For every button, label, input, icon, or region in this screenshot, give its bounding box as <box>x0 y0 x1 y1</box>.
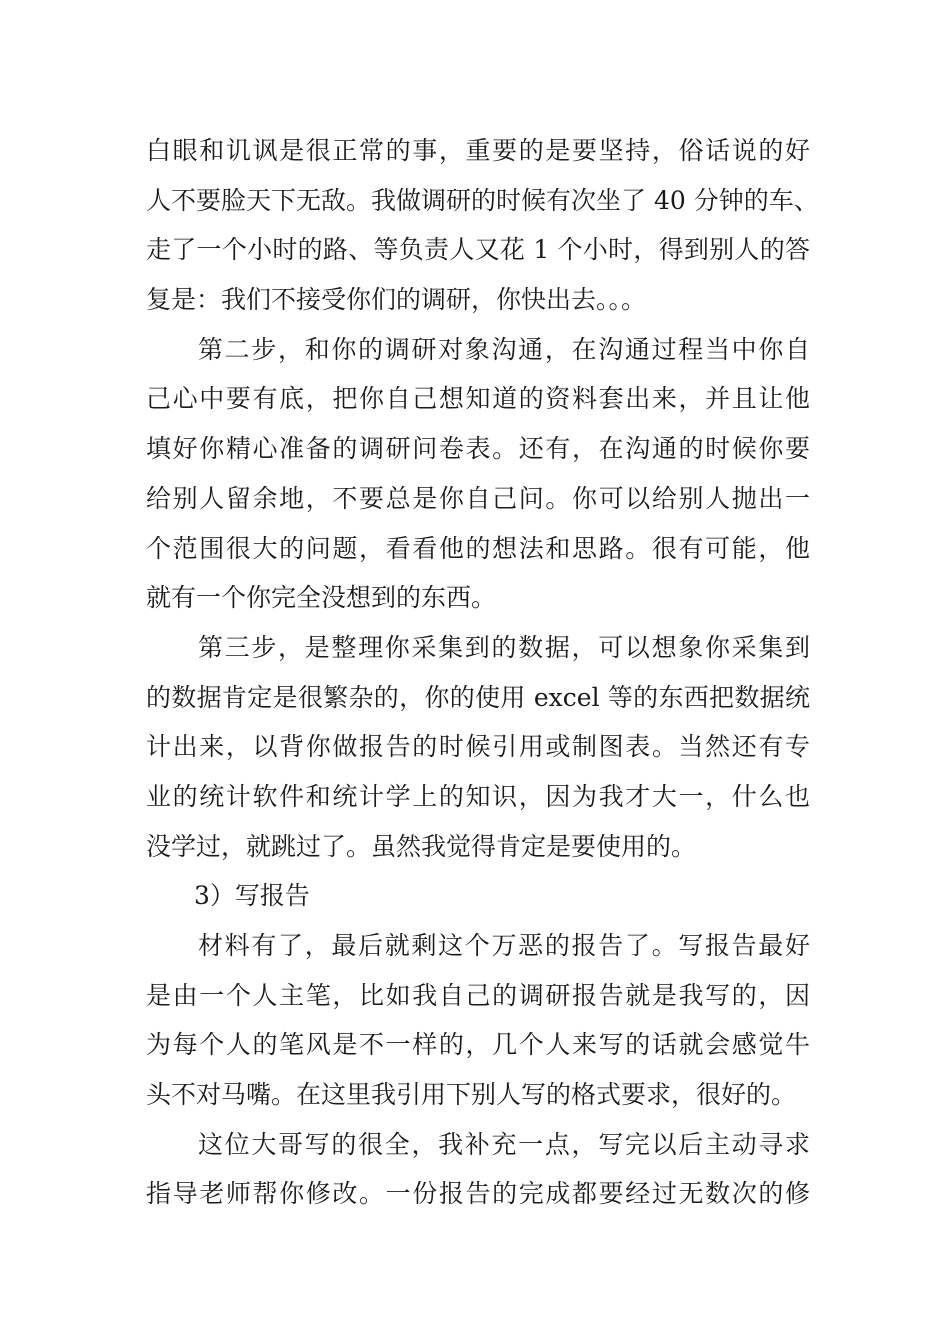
section-heading-text: 3）写报告 <box>194 881 310 911</box>
text-line: 个范围很大的问题，看看他的想法和思路。很有可能，他 <box>146 533 810 563</box>
paragraph <box>146 1120 810 1219</box>
section-heading <box>146 871 810 921</box>
text-line: 人不要脸天下无敌。我做调研的时候有次坐了 40 分钟的车、 <box>146 185 819 215</box>
text-line: 头不对马嘴。在这里我引用下别人写的格式要求，很好的。 <box>146 1080 797 1110</box>
text-line: 指导老师帮你修改。一份报告的完成都要经过无数次的修 <box>146 1179 810 1209</box>
paragraph <box>146 623 810 871</box>
text-line: 没学过，就跳过了。虽然我觉得肯定是要使用的。 <box>146 831 697 861</box>
text-line: 材料有了，最后就剩这个万恶的报告了。写报告最好 <box>198 931 810 960</box>
text-line: 是由一个人主笔，比如我自己的调研报告就是我写的，因 <box>146 980 810 1010</box>
text-line: 填好你精心准备的调研问卷表。还有，在沟通的时候你要 <box>146 434 810 464</box>
text-line: 这位大哥写的很全，我补充一点，写完以后主动寻求 <box>198 1129 810 1159</box>
text-line: 给别人留余地，不要总是你自己问。你可以给别人抛出一 <box>146 483 810 513</box>
paragraph <box>146 325 810 623</box>
text-line: 走了一个小时的路、等负责人又花 1 个小时，得到别人的答 <box>146 235 810 265</box>
text-line: 为每个人的笔风是不一样的，几个人来写的话就会感觉牛 <box>146 1030 810 1060</box>
text-line: 第二步，和你的调研对象沟通，在沟通过程当中你自 <box>198 334 810 364</box>
text-line: 白眼和讥讽是很正常的事，重要的是要坚持，俗话说的好 <box>146 136 810 165</box>
text-line: 业的统计软件和统计学上的知识，因为我才大一，什么也 <box>146 781 810 811</box>
paragraph <box>146 921 810 1120</box>
paragraph <box>146 126 819 325</box>
text-line: 己心中要有底，把你自己想知道的资料套出来，并且让他 <box>146 384 810 414</box>
text-line: 的数据肯定是很繁杂的，你的使用 excel 等的东西把数据统 <box>146 682 810 712</box>
text-line: 第三步，是整理你采集到的数据，可以想象你采集到 <box>198 632 810 662</box>
document-page <box>146 126 819 1219</box>
text-line: 就有一个你完全没想到的东西。 <box>146 583 497 613</box>
text-line: 复是：我们不接受你们的调研，你快出去。。。 <box>146 285 647 315</box>
text-line: 计出来，以背你做报告的时候引用或制图表。当然还有专 <box>146 732 810 762</box>
